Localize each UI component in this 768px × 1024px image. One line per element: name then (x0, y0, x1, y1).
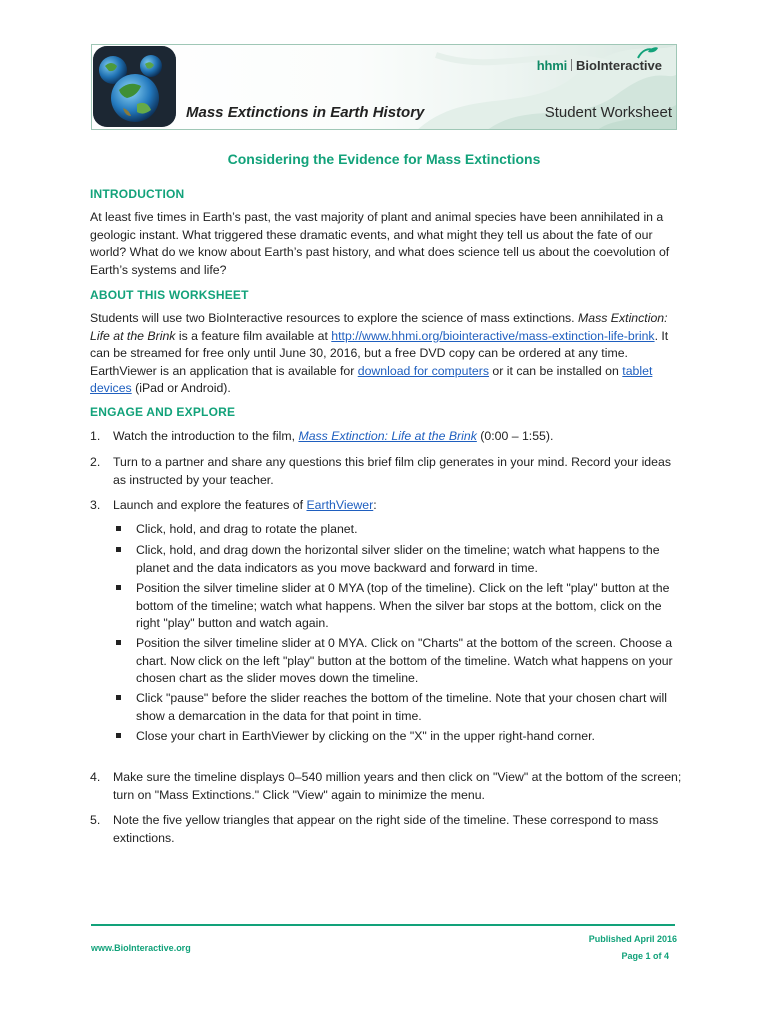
bullet-text: Close your chart in EarthViewer by clicking on the "X" in the upper right-hand corner. (136, 729, 595, 743)
item3-colon: : (373, 498, 377, 512)
introduction-paragraph: At least five times in Earth’s past, the vast majority of plant and animal species have been annihilated in a geologic instant. What triggered these dramatic events, and what might they tell us about the fate of our world? What do we know about Earth’s past history, and what does science tell us about the coevolution of Earth’s systems and life? (90, 210, 670, 277)
list-number: 3. (90, 498, 101, 512)
film-intro-link[interactable]: Mass Extinction: Life at the Brink (298, 429, 477, 443)
earthviewer-link[interactable]: EarthViewer (306, 498, 374, 512)
bullet-text: Position the silver timeline slider at 0 MYA (top of the timeline). Click on the left "play" button at the bottom of the timeline; watch what happens. When the silver bar stops at the bottom, click on the right "play" button and watch again. (136, 581, 670, 630)
about-paragraph (90, 310, 680, 398)
banner-title: Mass Extinctions in Earth History (186, 104, 425, 121)
hhmi-biointeractive-logo (537, 58, 662, 73)
about-heading: ABOUT THIS WORKSHEET (90, 288, 249, 302)
about-text-3: . It can be streamed for free only until June 30, 2016, but a free DVD copy can be ordered at any time. EarthViewer is an application that is available for (90, 328, 669, 378)
list-number: 5. (90, 813, 101, 827)
footer-published-date: Published April 2016 (588, 934, 677, 944)
bullet-square-icon (116, 526, 121, 531)
item5-text: Note the five yellow triangles that appear on the right side of the timeline. These correspond to mass extinctions. (113, 813, 659, 845)
bullet-text: Click "pause" before the slider reaches the bottom of the timeline. Note that your chosen chart will show a demarcation in the data for that point in time. (136, 691, 667, 723)
item4-text: Make sure the timeline displays 0–540 million years and then click on "View" at the bottom of the screen; turn on "Mass Extinctions." Click "View" again to minimize the menu. (113, 770, 682, 802)
document-title: Considering the Evidence for Mass Extinctions (227, 151, 541, 167)
film-link[interactable]: http://www.hhmi.org/biointeractive/mass-extinction-life-brink (331, 328, 655, 343)
engage-heading: ENGAGE AND EXPLORE (90, 405, 236, 419)
about-text-5: (iPad or Android). (131, 381, 231, 395)
footer-website: www.BioInteractive.org (91, 943, 191, 953)
earth-logo-icon (93, 46, 176, 127)
about-text-2: is a feature film available at (175, 328, 332, 343)
item1-text: Watch the introduction to the film, (113, 429, 299, 443)
download-computers-link[interactable]: download for computers (357, 363, 489, 378)
item2-text: Turn to a partner and share any questions this brief film clip generates in your mind. Record your ideas as instructed by your teacher. (113, 455, 671, 487)
bullet-square-icon (116, 547, 121, 552)
bullet-square-icon (116, 733, 121, 738)
list-number: 1. (90, 429, 101, 443)
bullet-text: Click, hold, and drag down the horizontal silver slider on the timeline; watch what happens to the planet and the data indicators as you move backward and forward in time. (136, 543, 660, 575)
footer-divider (91, 924, 675, 926)
introduction-heading: INTRODUCTION (90, 187, 185, 201)
tablet-devices-link[interactable]: tablet devices (90, 363, 653, 395)
about-text-4: or it can be installed on (488, 363, 623, 378)
logo-hhmi-text: hhmi (536, 58, 568, 73)
bullet-square-icon (116, 695, 121, 700)
item1-time: (0:00 – 1:55). (476, 429, 554, 443)
footer-page-number: Page 1 of 4 (621, 951, 669, 961)
about-text-1: Students will use two BioInteractive resources to explore the science of mass extinctions. (90, 311, 579, 325)
banner-subtitle: Student Worksheet (544, 104, 672, 121)
bullet-square-icon (116, 585, 121, 590)
bullet-text: Position the silver timeline slider at 0 MYA. Click on "Charts" at the bottom of the screen. Choose a chart. Now click on the left "play" button at the bottom of the timeline. Watch what happens on your chosen chart as the slider moves down the timeline. (136, 636, 673, 685)
bullet-square-icon (116, 640, 121, 645)
list-number: 4. (90, 770, 101, 784)
bullet-text: Click, hold, and drag to rotate the planet. (136, 522, 358, 536)
logo-biointeractive-text: BioInteractive (576, 58, 662, 73)
list-number: 2. (90, 455, 101, 469)
item3-text: Launch and explore the features of (113, 498, 307, 512)
film-title-text: Mass Extinction: Life at the Brink (90, 311, 668, 343)
